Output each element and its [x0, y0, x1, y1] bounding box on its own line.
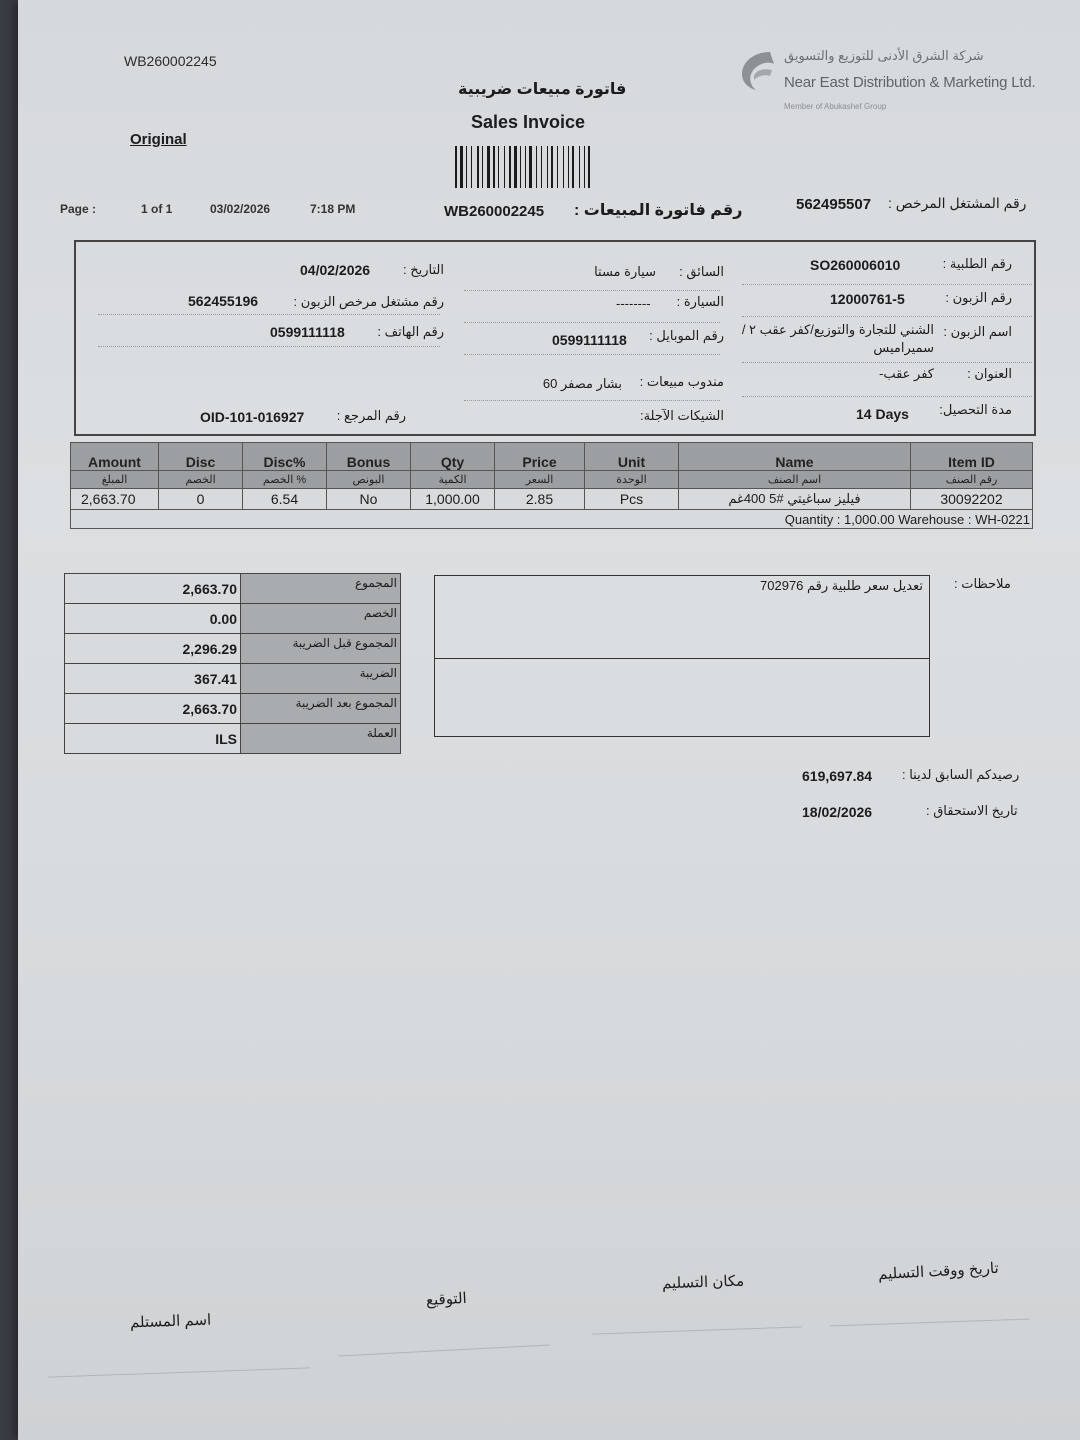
company-name-ar: شركة الشرق الأدنى للتوزيع والتسويق: [784, 48, 984, 63]
table-cell: Pcs: [585, 489, 679, 510]
totals-row: [65, 724, 401, 754]
license-number-label: رقم المشتغل المرخص :: [888, 195, 1027, 211]
company-subtitle: Member of Abukashef Group: [784, 102, 887, 111]
totals-row: [65, 604, 401, 634]
invoice-number: WB260002245: [444, 203, 545, 220]
notes-box: [434, 575, 930, 737]
table-cell: فيليز سباغيتي #5 400غم: [679, 489, 911, 510]
due-date: 18/02/2026: [802, 804, 873, 820]
barcode: [455, 146, 617, 188]
notes-text: تعديل سعر طلبية رقم 702976: [760, 578, 923, 593]
column-header: Item ID: [911, 443, 1033, 471]
quantity-warehouse-line: Quantity : 1,000.00 Warehouse : WH-0221: [71, 510, 1033, 529]
company-name-en: Near East Distribution & Marketing Ltd.: [784, 74, 1036, 91]
totals-value: 2,663.70: [65, 694, 241, 724]
totals-value: 2,296.29: [65, 634, 241, 664]
collection-term-label: مدة التحصيل:: [939, 402, 1012, 417]
sales-rep: بشار مصفر 60: [542, 376, 622, 391]
customer-number: 12000761-5: [830, 291, 905, 307]
due-date-label: تاريخ الاستحقاق :: [926, 803, 1018, 818]
customer-license-label: رقم مشتغل مرخص الزبون :: [293, 294, 444, 309]
address-label: العنوان :: [967, 366, 1012, 381]
column-header-ar: البونص: [327, 471, 411, 489]
table-cell: No: [327, 489, 411, 510]
customer-number-label: رقم الزبون :: [945, 290, 1012, 305]
customer-name-label: اسم الزبون :: [943, 324, 1012, 339]
notes-label: ملاحظات :: [954, 576, 1011, 591]
table-cell: 0: [159, 489, 243, 510]
sales-rep-label: مندوب مبيعات :: [639, 374, 724, 389]
column-header-ar: الوحدة: [585, 471, 679, 489]
table-row: [71, 489, 1033, 510]
page-number: 1 of 1: [141, 202, 173, 216]
customer-name-line2: سميراميس: [873, 340, 934, 355]
reference-number: OID-101-016927: [200, 409, 305, 425]
customer-license: 562455196: [188, 293, 259, 309]
car-value: --------: [616, 296, 651, 311]
deferred-cheques-label: الشيكات الآجلة:: [639, 408, 724, 423]
car-label: السيارة :: [676, 294, 724, 309]
title-arabic: فاتورة مبيعات ضريبية: [458, 81, 627, 98]
title-english: Sales Invoice: [471, 112, 586, 132]
driver-label: السائق :: [679, 264, 724, 279]
recipient-name-label: اسم المستلم: [129, 1311, 212, 1332]
previous-balance: 619,697.84: [802, 768, 873, 784]
invoice-paper: [18, 0, 1080, 1440]
totals-row: [65, 634, 401, 664]
mobile-number: 0599111118: [552, 332, 627, 348]
order-number: SO260006010: [810, 257, 901, 273]
column-header: Name: [679, 443, 911, 471]
totals-row: [65, 574, 401, 604]
driver-value: سيارة مستا: [594, 264, 656, 279]
phone-label: رقم الهاتف :: [377, 324, 444, 339]
delivery-datetime-label: تاريخ ووقت التسليم: [877, 1259, 1000, 1284]
totals-value: 367.41: [65, 664, 241, 694]
document-code: WB260002245: [124, 53, 217, 69]
table-cell: 1,000.00: [411, 489, 495, 510]
invoice-date: 04/02/2026: [300, 262, 371, 278]
address-value: كفر عقب-: [879, 366, 934, 381]
column-header: Amount: [71, 443, 159, 471]
totals-label: المجموع قبل الضريبة: [241, 634, 401, 664]
column-header-ar: رقم الصنف: [911, 471, 1033, 489]
customer-name-line1: الشني للتجارة والتوزيع/كفر عقب ٢ /: [741, 322, 934, 337]
column-header: Qty: [411, 443, 495, 471]
column-header-ar: اسم الصنف: [679, 471, 911, 489]
previous-balance-label: رصيدكم السابق لدينا :: [902, 767, 1020, 782]
copy-label: Original: [130, 131, 187, 148]
order-number-label: رقم الطلبية :: [942, 256, 1012, 271]
column-header-ar: السعر: [495, 471, 585, 489]
table-cell: 2.85: [495, 489, 585, 510]
phone-number: 0599111118: [270, 324, 345, 340]
totals-label: المجموع: [241, 574, 401, 604]
totals-label: المجموع بعد الضريبة: [241, 694, 401, 724]
page-label: Page :: [60, 202, 97, 216]
column-header-ar: الخصم: [159, 471, 243, 489]
print-time: 7:18 PM: [310, 202, 356, 216]
totals-value: 0.00: [65, 604, 241, 634]
reference-label: رقم المرجع :: [336, 408, 406, 423]
signature-label: التوقيع: [425, 1289, 468, 1310]
totals-value: 2,663.70: [65, 574, 241, 604]
company-logo-icon: [736, 46, 776, 92]
column-header: Disc%: [243, 443, 327, 471]
items-table: [70, 442, 1033, 529]
column-header-ar: الكمية: [411, 471, 495, 489]
totals-label: العملة: [241, 724, 401, 754]
totals-row: [65, 664, 401, 694]
invoice-number-label: رقم فاتورة المبيعات :: [574, 202, 743, 219]
license-number: 562495507: [796, 196, 872, 213]
print-date: 03/02/2026: [210, 202, 271, 216]
column-header-ar: المبلغ: [71, 471, 159, 489]
delivery-place-label: مكان التسليم: [661, 1272, 745, 1293]
mobile-label: رقم الموبايل :: [649, 328, 724, 343]
column-header: Disc: [159, 443, 243, 471]
column-header: Bonus: [327, 443, 411, 471]
date-label: التاريخ :: [403, 262, 444, 277]
totals-value: ILS: [65, 724, 241, 754]
table-cell: 30092202: [911, 489, 1033, 510]
totals-label: الضريبة: [241, 664, 401, 694]
table-cell: 2,663.70: [71, 489, 159, 510]
table-cell: 6.54: [243, 489, 327, 510]
column-header: Unit: [585, 443, 679, 471]
totals-label: الخصم: [241, 604, 401, 634]
customer-info-box: [74, 240, 1036, 436]
column-header: Price: [495, 443, 585, 471]
totals-row: [65, 694, 401, 724]
column-header-ar: % الخصم: [243, 471, 327, 489]
collection-term: 14 Days: [856, 406, 909, 422]
totals-table: [64, 573, 401, 754]
